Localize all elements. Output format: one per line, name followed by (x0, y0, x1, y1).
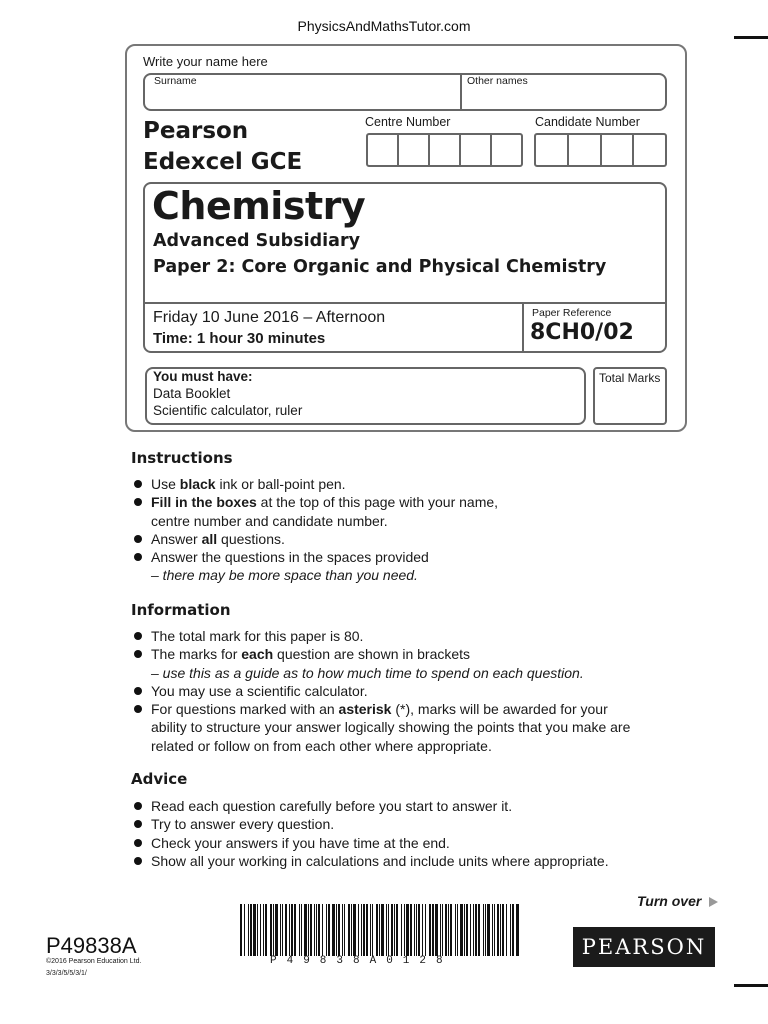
barcode-bar (318, 904, 320, 956)
barcode-bar (250, 904, 252, 956)
barcode-bar (394, 904, 395, 956)
barcode-bar (263, 904, 264, 956)
barcode-bar (308, 904, 309, 956)
list-item: The total mark for this paper is 80. (131, 627, 691, 645)
list-item: Read each question carefully before you start to answer it. (131, 797, 691, 815)
barcode-bar (429, 904, 431, 956)
barcode-bar (328, 904, 330, 956)
barcode-bar (304, 904, 307, 956)
barcode-bar (410, 904, 412, 956)
information-heading: Information (131, 601, 231, 619)
list-item: Check your answers if you have time at the end. (131, 834, 691, 852)
paper-reference-label: Paper Reference (532, 307, 612, 319)
barcode-bar (240, 904, 242, 956)
arrow-right-icon (709, 897, 718, 907)
exam-date: Friday 10 June 2016 – Afternoon (153, 309, 386, 326)
exam-time: Time: 1 hour 30 minutes (153, 330, 326, 347)
registration-mark-top (734, 36, 768, 39)
barcode-bar (475, 904, 477, 956)
barcode-bar (512, 904, 514, 956)
pearson-logo: PEARSON (573, 927, 715, 967)
reference-divider (522, 302, 524, 352)
barcode-bar (404, 904, 405, 956)
barcode-bar (370, 904, 371, 956)
barcode-bar (253, 904, 256, 956)
list-item: The marks for each question are shown in brackets – use this as a guide as to how much time to spend on each question. (131, 645, 691, 682)
barcode-bar (494, 904, 495, 956)
barcode-bar (244, 904, 245, 956)
name-field-divider (460, 73, 462, 111)
centre-number-field[interactable] (366, 133, 523, 167)
barcode-bar (248, 904, 249, 956)
list-item: Answer the questions in the spaces provided – there may be more space than you need. (131, 548, 691, 585)
barcode-text: P49838A0128 (270, 955, 453, 967)
barcode-bar (289, 904, 290, 956)
information-list (131, 627, 691, 755)
advice-list (131, 797, 691, 870)
subject-title: Chemistry (152, 184, 366, 228)
must-have-title: You must have: (153, 369, 253, 384)
barcode-bar (425, 904, 426, 956)
barcode-bar (497, 904, 499, 956)
centre-number-label: Centre Number (365, 115, 451, 129)
barcode-bar (406, 904, 409, 956)
brand-edexcel-gce: Edexcel GCE (143, 149, 303, 175)
barcode-bar (351, 904, 352, 956)
total-marks-label: Total Marks (599, 371, 661, 385)
barcode-bar (470, 904, 471, 956)
barcode-bar (448, 904, 449, 956)
barcode-bar (442, 904, 443, 956)
barcode-bar (440, 904, 441, 956)
barcode-bar (487, 904, 490, 956)
digit-box[interactable] (368, 135, 399, 165)
barcode-bar (432, 904, 434, 956)
digit-box[interactable] (536, 135, 569, 165)
turn-over: Turn over (637, 893, 718, 909)
barcode-bar (310, 904, 312, 956)
barcode-bar (414, 904, 415, 956)
barcode (240, 904, 522, 956)
barcode-bar (422, 904, 423, 956)
paper-reference: 8CH0/02 (530, 320, 634, 345)
barcode-bar (348, 904, 350, 956)
barcode-bar (322, 904, 323, 956)
surname-label: Surname (154, 75, 197, 87)
paper-title: Paper 2: Core Organic and Physical Chemistry (153, 257, 607, 277)
barcode-bar (386, 904, 387, 956)
barcode-bar (336, 904, 337, 956)
list-item: Try to answer every question. (131, 815, 691, 833)
barcode-bar (416, 904, 417, 956)
barcode-bar (500, 904, 501, 956)
barcode-bar (502, 904, 504, 956)
barcode-bar (294, 904, 296, 956)
advice-heading: Advice (131, 770, 188, 788)
barcode-bar (316, 904, 317, 956)
must-have-item: Scientific calculator, ruler (153, 403, 303, 418)
barcode-bar (388, 904, 389, 956)
barcode-bar (450, 904, 452, 956)
barcode-bar (361, 904, 362, 956)
barcode-bar (285, 904, 287, 956)
barcode-bar (460, 904, 463, 956)
brand-pearson: Pearson (143, 118, 249, 144)
barcode-bar (280, 904, 281, 956)
barcode-bar (483, 904, 484, 956)
barcode-bar (391, 904, 393, 956)
barcode-bar (418, 904, 420, 956)
barcode-bar (257, 904, 258, 956)
barcode-bar (492, 904, 493, 956)
instructions-list (131, 475, 691, 585)
candidate-number-label: Candidate Number (535, 115, 640, 129)
barcode-bar (401, 904, 402, 956)
barcode-bar (314, 904, 315, 956)
barcode-bar (265, 904, 267, 956)
barcode-bar (372, 904, 373, 956)
barcode-bar (353, 904, 356, 956)
must-have-item: Data Booklet (153, 386, 231, 401)
digit-box[interactable] (602, 135, 635, 165)
barcode-bar (299, 904, 300, 956)
barcode-bar (363, 904, 365, 956)
instructions-heading: Instructions (131, 449, 233, 467)
barcode-bar (457, 904, 458, 956)
barcode-bar (338, 904, 340, 956)
list-item: Fill in the boxes at the top of this page with your name, centre number and candidate number. (131, 493, 691, 530)
barcode-bar (473, 904, 474, 956)
barcode-bar (344, 904, 345, 956)
barcode-bar (282, 904, 283, 956)
barcode-bar (510, 904, 511, 956)
barcode-bar (381, 904, 384, 956)
subject-divider (145, 302, 665, 304)
digit-box[interactable] (492, 135, 521, 165)
barcode-bar (445, 904, 447, 956)
barcode-bar (379, 904, 380, 956)
barcode-bar (275, 904, 278, 956)
digit-box[interactable] (430, 135, 461, 165)
barcode-bar (435, 904, 438, 956)
barcode-bar (506, 904, 507, 956)
list-item: For questions marked with an asterisk (*), marks will be awarded for your ability to structure your answer logically showing the points that you make are related or follow on from each other where appropriate. (131, 700, 691, 755)
barcode-bar (291, 904, 293, 956)
print-code: 3/3/3/5/5/3/1/ (46, 970, 87, 977)
level-title: Advanced Subsidiary (153, 231, 360, 251)
barcode-bar (376, 904, 378, 956)
barcode-bar (464, 904, 465, 956)
barcode-bar (466, 904, 468, 956)
barcode-bar (485, 904, 486, 956)
barcode-bar (260, 904, 261, 956)
barcode-bar (332, 904, 335, 956)
list-item: Show all your working in calculations and include units where appropriate. (131, 852, 691, 870)
barcode-bar (478, 904, 480, 956)
barcode-bar (270, 904, 272, 956)
digit-box[interactable] (399, 135, 430, 165)
site-watermark: PhysicsAndMathsTutor.com (297, 18, 471, 34)
list-item: You may use a scientific calculator. (131, 682, 691, 700)
name-field[interactable] (143, 73, 667, 111)
barcode-bar (273, 904, 274, 956)
digit-box[interactable] (634, 135, 665, 165)
write-name-label: Write your name here (143, 54, 268, 69)
barcode-bar (396, 904, 398, 956)
registration-mark-bottom (734, 984, 768, 987)
list-item: Answer all questions. (131, 530, 691, 548)
barcode-bar (455, 904, 456, 956)
barcode-bar (516, 904, 519, 956)
barcode-bar (366, 904, 368, 956)
barcode-bar (301, 904, 302, 956)
barcode-bar (358, 904, 359, 956)
paper-code: P49838A (46, 933, 137, 958)
barcode-bar (326, 904, 327, 956)
candidate-number-field[interactable] (534, 133, 667, 167)
digit-box[interactable] (569, 135, 602, 165)
digit-box[interactable] (461, 135, 492, 165)
copyright: ©2016 Pearson Education Ltd. (46, 958, 142, 965)
list-item: Use black ink or ball-point pen. (131, 475, 691, 493)
barcode-bar (342, 904, 343, 956)
other-names-label: Other names (467, 75, 528, 87)
